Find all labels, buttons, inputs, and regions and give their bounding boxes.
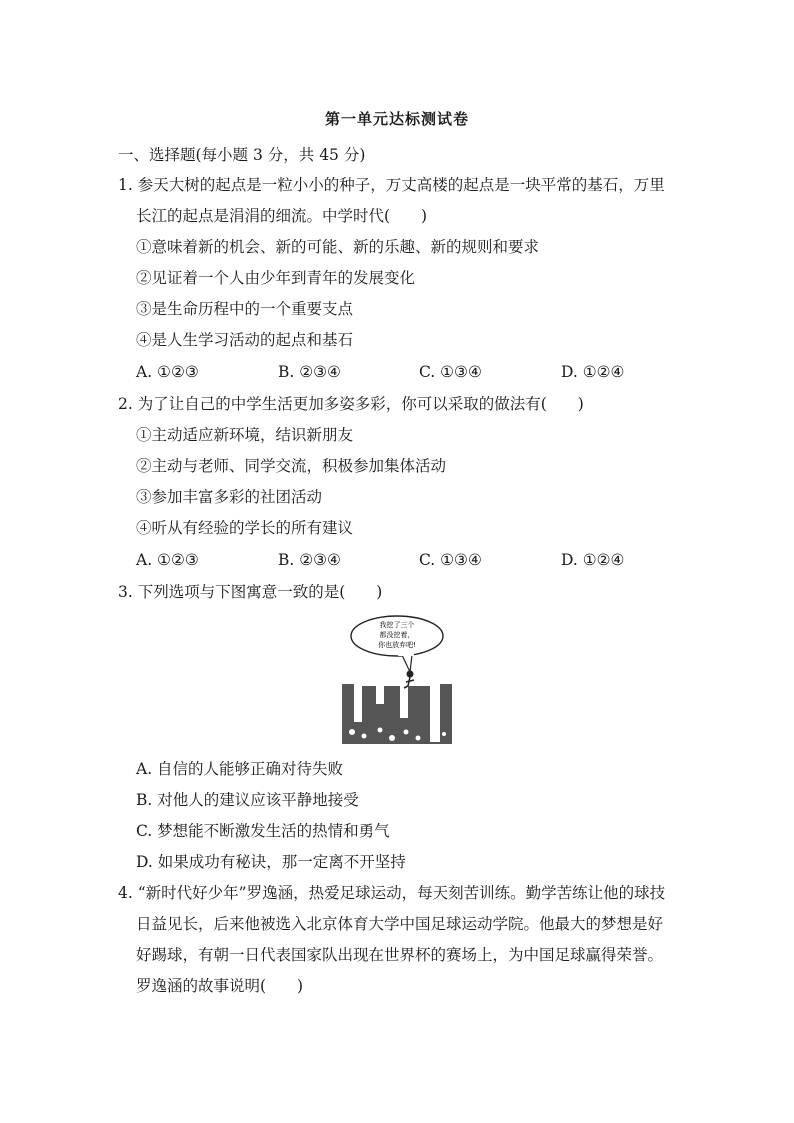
- q4-stem-line-3: 好踢球，有朝一日代表国家队出现在世界杯的赛场上，为中国足球赢得荣誉。: [136, 946, 664, 964]
- q1-option-b[interactable]: B. ②③④: [278, 363, 341, 381]
- q4-stem-line-1: 4. “新时代好少年”罗逸涵，热爱足球运动，每天刻苦训练。勤学苦练让他的球技: [118, 884, 666, 902]
- q1-options: [136, 362, 656, 382]
- q1-statement-1: ①意味着新的机会、新的可能、新的乐趣、新的规则和要求: [136, 238, 540, 256]
- q4-stem-line-4: 罗逸涵的故事说明( ): [136, 977, 304, 995]
- exam-title: 第一单元达标测试卷: [324, 110, 469, 128]
- q2-stem-line-1: 2. 为了让自己的中学生活更加多姿多彩，你可以采取的做法有( ): [118, 395, 584, 413]
- q3-option-c[interactable]: C. 梦想能不断激发生活的热情和勇气: [136, 822, 390, 840]
- bubble-line-2: 都没挖着，: [379, 631, 415, 639]
- q1-option-d[interactable]: D. ①②④: [561, 363, 625, 381]
- digger-body: [431, 701, 438, 728]
- tail-mask: [398, 654, 414, 656]
- q2-option-d[interactable]: D. ①②④: [561, 551, 625, 569]
- q1-statement-4: ④是人生学习活动的起点和基石: [136, 331, 354, 349]
- speech-bubble-tail: [402, 655, 412, 672]
- q4-stem-line-2: 日益见长，后来他被选入北京体育大学中国足球运动学院。他最大的梦想是好: [136, 915, 664, 933]
- gem: [389, 735, 395, 741]
- bubble-line-3: 你也放弃吧!: [378, 641, 416, 649]
- bubble-line-1: 我挖了三个: [379, 621, 415, 629]
- q1-stem-line-2: 长江的起点是涓涓的细流。中学时代( ): [136, 207, 428, 225]
- section-heading: 一、选择题(每小题 3 分，共 45 分): [118, 146, 366, 164]
- q1-stem-line-1: 1. 参天大树的起点是一粒小小的种子，万丈高楼的起点是一块平常的基石，万里: [118, 176, 665, 194]
- figure-head: [407, 671, 414, 678]
- gem: [404, 730, 409, 735]
- q1-statement-2: ②见证着一个人由少年到青年的发展变化: [136, 269, 416, 287]
- gem: [378, 728, 383, 733]
- q2-statement-2: ②主动与老师、同学交流，积极参加集体活动: [136, 457, 447, 475]
- q2-options: [136, 550, 656, 570]
- q3-stem-line-1: 3. 下列选项与下图寓意一致的是( ): [118, 583, 383, 601]
- gem: [442, 732, 446, 736]
- q3-option-b[interactable]: B. 对他人的建议应该平静地接受: [136, 791, 359, 809]
- q2-statement-4: ④听从有经验的学长的所有建议: [136, 519, 354, 537]
- cartoon-image: [340, 614, 454, 746]
- q1-option-c[interactable]: C. ①③④: [419, 363, 482, 381]
- q2-option-a[interactable]: A. ①②③: [136, 551, 199, 569]
- q2-statement-3: ③参加丰富多彩的社团活动: [136, 488, 323, 506]
- q2-option-c[interactable]: C. ①③④: [419, 551, 482, 569]
- q1-statement-3: ③是生命历程中的一个重要支点: [136, 300, 354, 318]
- q2-option-b[interactable]: B. ②③④: [278, 551, 341, 569]
- q3-option-a[interactable]: A. 自信的人能够正确对待失败: [136, 760, 344, 778]
- q3-option-d[interactable]: D. 如果成功有秘诀，那一定离不开坚持: [136, 853, 406, 871]
- q2-statement-1: ①主动适应新环境，结识新朋友: [136, 426, 354, 444]
- digger-head: [432, 695, 438, 701]
- gem: [362, 734, 367, 739]
- gem: [349, 729, 355, 735]
- gem: [416, 736, 421, 741]
- q1-option-a[interactable]: A. ①②③: [136, 363, 199, 381]
